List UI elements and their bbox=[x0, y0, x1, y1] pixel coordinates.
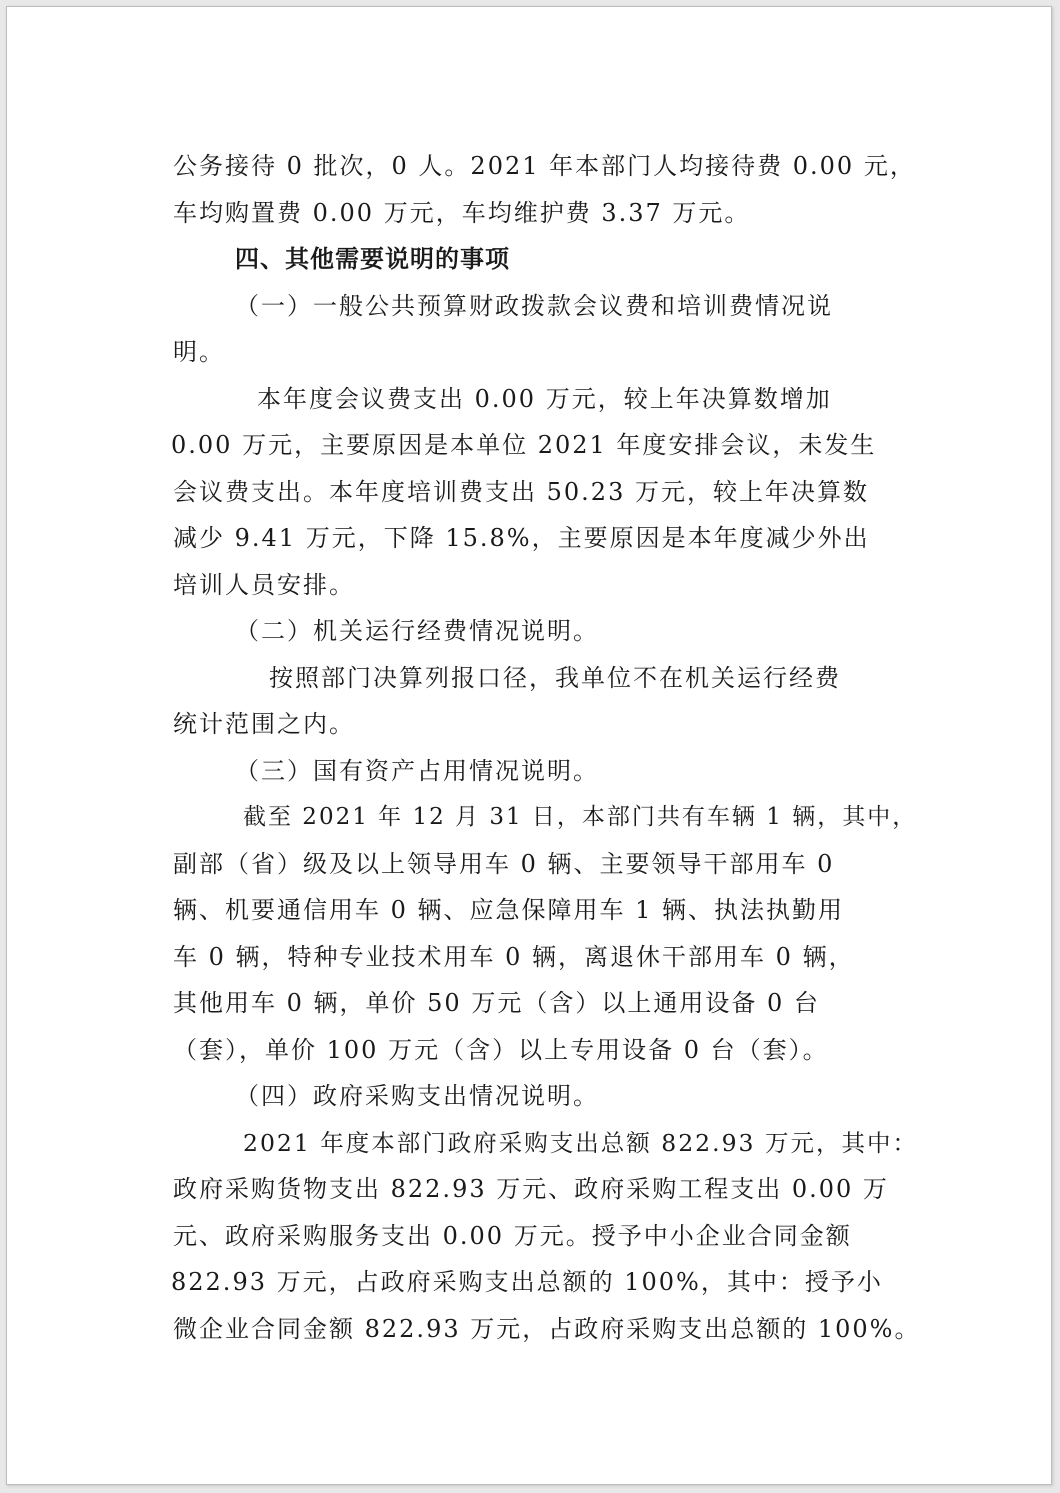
text-line: 截至 2021 年 12 月 31 日，本部门共有车辆 1 辆，其中， bbox=[243, 804, 918, 830]
text-line: （套），单价 100 万元（含）以上专用设备 0 台（套）。 bbox=[173, 1036, 829, 1064]
subsection-heading: （二）机关运行经费情况说明。 bbox=[235, 617, 599, 645]
text-line: 培训人员安排。 bbox=[173, 571, 355, 599]
text-line: 车均购置费 0.00 万元，车均维护费 3.37 万元。 bbox=[173, 199, 751, 227]
text-line: 元、政府采购服务支出 0.00 万元。授予中小企业合同金额 bbox=[173, 1222, 852, 1250]
text-line: 辆、机要通信用车 0 辆、应急保障用车 1 辆、执法执勤用 bbox=[173, 896, 845, 924]
text-line: 车 0 辆，特种专业技术用车 0 辆，离退休干部用车 0 辆， bbox=[173, 943, 855, 971]
text-line: 2021 年度本部门政府采购支出总额 822.93 万元，其中： bbox=[243, 1129, 918, 1157]
text-line: 会议费支出。本年度培训费支出 50.23 万元，较上年决算数 bbox=[173, 478, 869, 506]
text-line: 减少 9.41 万元，下降 15.8%，主要原因是本年度减少外出 bbox=[173, 524, 870, 552]
text-line: 822.93 万元，占政府采购支出总额的 100%，其中：授予小 bbox=[171, 1268, 883, 1296]
document-page bbox=[6, 6, 1052, 1485]
text-line: 明。 bbox=[173, 338, 225, 366]
subsection-heading: （一）一般公共预算财政拨款会议费和培训费情况说 bbox=[235, 292, 833, 320]
subsection-heading: （四）政府采购支出情况说明。 bbox=[235, 1082, 599, 1110]
text-line: 微企业合同金额 822.93 万元，占政府采购支出总额的 100%。 bbox=[173, 1315, 921, 1343]
text-line: 其他用车 0 辆，单价 50 万元（含）以上通用设备 0 台 bbox=[173, 989, 820, 1017]
text-line: 公务接待 0 批次，0 人。2021 年本部门人均接待费 0.00 元， bbox=[173, 152, 916, 180]
text-line: 副部（省）级及以上领导用车 0 辆、主要领导干部用车 0 bbox=[173, 850, 835, 878]
text-line: 本年度会议费支出 0.00 万元，较上年决算数增加 bbox=[257, 385, 832, 413]
section-heading: 四、其他需要说明的事项 bbox=[235, 244, 510, 273]
text-line: 统计范围之内。 bbox=[173, 710, 355, 738]
text-line: 0.00 万元，主要原因是本单位 2021 年度安排会议，未发生 bbox=[171, 431, 877, 459]
text-line: 按照部门决算列报口径，我单位不在机关运行经费 bbox=[269, 664, 841, 692]
subsection-heading: （三）国有资产占用情况说明。 bbox=[235, 757, 599, 785]
text-line: 政府采购货物支出 822.93 万元、政府采购工程支出 0.00 万 bbox=[173, 1175, 889, 1203]
